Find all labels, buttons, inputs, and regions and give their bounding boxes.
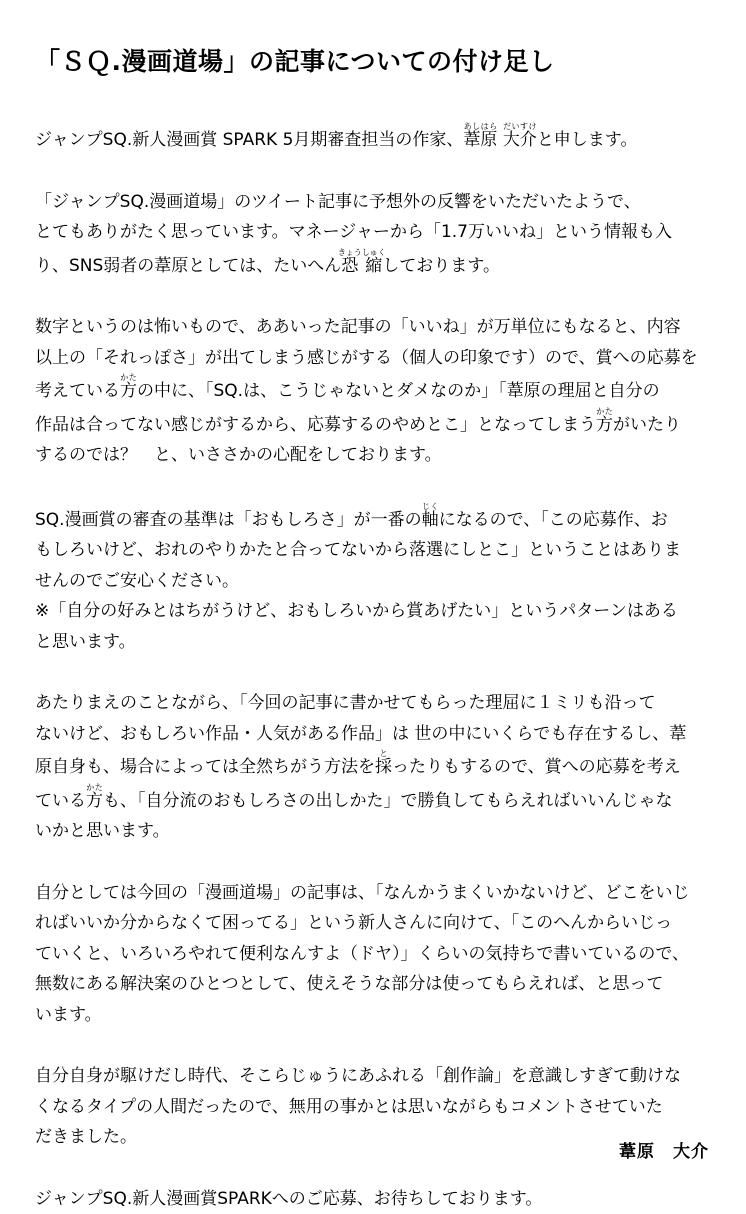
ruby-base: 方 <box>86 791 103 811</box>
ruby-reading: だいすけ <box>503 122 537 131</box>
text-segment: 無数にある解決案のひとつとして、使えそうな部分は使ってもらえれば、と思って <box>35 974 663 994</box>
text-line <box>35 566 712 597</box>
text-line <box>35 217 712 248</box>
text-line <box>35 688 712 719</box>
text-segment: もしろいけど、おれのやりかたと合ってないから落選にしとこ」ということはありま <box>35 540 681 560</box>
text-line <box>35 816 712 847</box>
text-line <box>35 343 712 374</box>
ruby-base: 軸 <box>422 510 439 530</box>
furigana-word <box>341 256 382 276</box>
ruby-reading: かた <box>596 407 613 416</box>
text-line <box>35 969 712 1000</box>
ruby-reading: と <box>375 749 392 758</box>
text-segment: と申します。 <box>537 130 638 150</box>
text-line <box>35 719 712 750</box>
text-segment: も、「自分流のおもしろさの出しかた」で勝負してもらえればいいんじゃな <box>103 791 673 811</box>
ruby-reading: きょうしゅく <box>338 248 386 257</box>
ruby-base: 方 <box>596 415 613 435</box>
text-segment: になるので、「この応募作、お <box>439 510 668 530</box>
document-title: 「ＳＱ.漫画道場」の記事についての付け足し <box>35 46 712 78</box>
text-line <box>35 312 712 343</box>
text-line <box>35 248 712 282</box>
text-segment: 作品は合ってない感じがするから、応募するのやめとこ」となってしまう <box>35 415 596 435</box>
text-line <box>35 502 712 536</box>
text-line <box>35 878 712 909</box>
text-segment: ないけど、おもしろい作品・人気がある作品」は 世の中にいくらでも存在するし、葦 <box>35 724 686 744</box>
text-line <box>35 1122 712 1153</box>
paragraph <box>35 878 712 1031</box>
text-segment: だきました。 <box>35 1127 137 1147</box>
furigana-word <box>596 415 613 435</box>
ruby-base: 葦原 <box>463 130 497 150</box>
ruby-base: 方 <box>120 381 137 401</box>
text-segment: 数字というのは怖いもので、ああいった記事の「いいね」が万単位にもなると、内容 <box>35 317 681 337</box>
text-segment: と思います。 <box>35 632 136 652</box>
text-line <box>35 122 712 156</box>
ruby-reading: じく <box>422 502 439 511</box>
text-line <box>35 596 712 627</box>
ruby-base: 採 <box>375 757 392 777</box>
letter-body <box>35 122 712 1214</box>
text-segment: 自分としては今回の「漫画道場」の記事は、「なんかうまくいかないけど、どこをいじ <box>35 883 690 903</box>
text-line <box>35 908 712 939</box>
text-line <box>35 1092 712 1123</box>
text-line <box>35 187 712 218</box>
ruby-base: 恐縮 <box>338 256 386 276</box>
text-line <box>35 783 712 817</box>
paragraph <box>35 187 712 282</box>
text-segment: 自分自身が駆けだし時代、そこらじゅうにあふれる「創作論」を意識しすぎて動けな <box>35 1066 681 1086</box>
text-line <box>35 627 712 658</box>
text-segment: 考えている <box>35 381 120 401</box>
paragraph <box>35 1184 712 1214</box>
text-segment: がいたり <box>613 415 681 435</box>
text-line <box>35 749 712 783</box>
text-segment: せんのでご安心ください。 <box>35 571 239 591</box>
text-line <box>35 407 712 441</box>
text-segment: SQ.漫画賞の審査の基準は「おもしろさ」が一番の <box>35 510 422 530</box>
furigana-word <box>422 510 439 530</box>
ruby-reading: かた <box>120 373 137 382</box>
text-segment: しております。 <box>382 256 500 276</box>
text-segment: ジャンプSQ.新人漫画賞SPARKへのご応募、お待ちしております。 <box>35 1189 542 1209</box>
text-segment: ったりもするので、賞への応募を考え <box>392 757 681 777</box>
text-segment: するのでは？ と、いささかの心配をしております。 <box>35 445 442 465</box>
text-line <box>35 1184 712 1214</box>
furigana-word <box>375 757 392 777</box>
text-segment: いかと思います。 <box>35 821 170 841</box>
text-line <box>35 373 712 407</box>
furigana-word <box>120 381 137 401</box>
text-segment: ジャンプSQ.新人漫画賞 SPARK 5月期審査担当の作家、 <box>35 130 463 150</box>
ruby-base: 大介 <box>503 130 537 150</box>
text-segment: ている <box>35 791 86 811</box>
paragraph <box>35 502 712 658</box>
furigana-word <box>463 130 497 150</box>
text-segment: 原自身も、場合によっては全然ちがう方法を <box>35 757 375 777</box>
paragraph <box>35 1061 712 1153</box>
text-segment: り、SNS弱者の葦原としては、たいへん <box>35 256 341 276</box>
text-segment: くなるタイプの人間だったので、無用の事かとは思いながらもコメントさせていた <box>35 1097 663 1117</box>
text-segment: あたりまえのことながら、「今回の記事に書かせてもらった理屈に１ミリも沿って <box>35 693 656 713</box>
text-line <box>35 535 712 566</box>
text-segment: ればいいか分からなくて困ってる」という新人さんに向けて、「このへんからいじっ <box>35 913 672 933</box>
ruby-reading: あしはら <box>463 122 497 131</box>
text-segment: とてもありがたく思っています。マネージャーから「1.7万いいね」という情報も入 <box>35 222 672 242</box>
text-segment: の中に、「SQ.は、こうじゃないとダメなのか」「葦原の理屈と自分の <box>137 381 660 401</box>
text-line <box>35 939 712 970</box>
author-signature: 葦原 大介 <box>619 1137 709 1162</box>
furigana-word <box>503 130 537 150</box>
text-line <box>35 1061 712 1092</box>
paragraph <box>35 688 712 847</box>
text-segment: ※「自分の好みとはちがうけど、おもしろいから賞あげたい」というパターンはある <box>35 601 678 621</box>
text-line <box>35 1000 712 1031</box>
text-segment: ていくと、いろいろやれて便利なんすよ（ドヤ）」くらいの気持ちで書いているので、 <box>35 944 689 964</box>
text-line <box>35 440 712 471</box>
paragraph <box>35 312 712 471</box>
ruby-reading: かた <box>86 783 103 792</box>
text-segment: 「ジャンプSQ.漫画道場」のツイート記事に予想外の反響をいただいたようで、 <box>35 192 641 212</box>
text-segment: います。 <box>35 1005 102 1025</box>
paragraph <box>35 122 712 156</box>
text-segment: 以上の「それっぽさ」が出てしまう感じがする（個人の印象です）ので、賞への応募を <box>35 348 698 368</box>
furigana-word <box>86 791 103 811</box>
